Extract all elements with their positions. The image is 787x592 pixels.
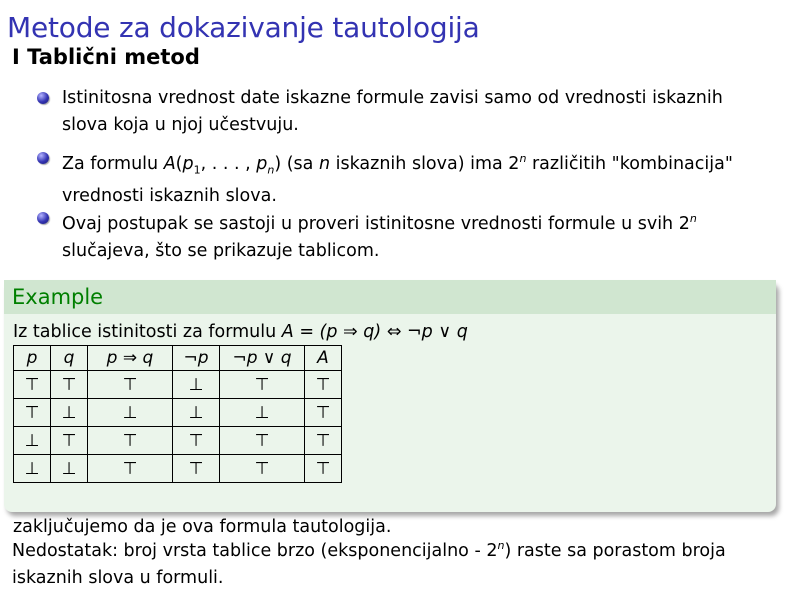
bullet-item-3 [40, 205, 770, 265]
table-cell: ⊥ [14, 455, 51, 483]
table-cell: ⊥ [51, 399, 88, 427]
table-row [14, 371, 342, 399]
table-cell: ⊤ [173, 455, 220, 483]
truth-table [13, 345, 342, 483]
table-header-cell: p ⇒ q [88, 346, 173, 371]
table-header-cell: ¬p [173, 346, 220, 371]
table-row [14, 455, 342, 483]
table-cell: ⊥ [51, 455, 88, 483]
bullet-text-line1: Za formulu $A(p_1$, . . . , $p_n$) (sa n iskaznih slova) ima 2$^n$ različitih "kombinacija" [62, 152, 733, 177]
table-cell: ⊤ [88, 371, 173, 399]
bullet-dot-icon [37, 212, 49, 224]
table-cell: ⊥ [220, 399, 305, 427]
bullet-item-2 [40, 145, 770, 210]
table-cell: ⊤ [14, 399, 51, 427]
table-cell: ⊥ [173, 371, 220, 399]
example-heading: Example [4, 280, 776, 314]
example-intro: Iz tablice istinitosti za formulu A = (p ⇒ q) ⇔ ¬p ∨ q [13, 322, 468, 342]
slide-title: Metode za dokazivanje tautologija [7, 11, 480, 44]
bullet-text-line1: Ovaj postupak se sastoji u proveri istinitosne vrednosti formule u svih 2$^n$ [62, 212, 697, 234]
table-cell: ⊤ [220, 455, 305, 483]
table-header-cell: ¬p ∨ q [220, 346, 305, 371]
table-cell: ⊤ [88, 427, 173, 455]
bullet-dot-icon [37, 92, 49, 104]
bullet-text-line1: Istinitosna vrednost date iskazne formule zavisi samo od vrednosti iskaznih [62, 88, 723, 108]
section-subtitle: I Tablični metod [12, 45, 200, 69]
table-cell: ⊤ [173, 427, 220, 455]
footer-note [12, 532, 782, 592]
bullet-text-line2: slova koja u njoj učestvuju. [62, 115, 299, 135]
table-cell: ⊤ [14, 371, 51, 399]
example-block [4, 280, 776, 537]
footer-line1: Nedostatak: broj vrsta tablice brzo (eksponencijalno - 2$^n$) raste sa porastom broja [12, 539, 726, 561]
table-cell: ⊥ [88, 399, 173, 427]
bullet-text-line2: vrednosti iskaznih slova. [62, 186, 277, 207]
table-cell: ⊤ [305, 371, 342, 399]
table-cell: ⊤ [305, 427, 342, 455]
table-cell: ⊥ [173, 399, 220, 427]
table-cell: ⊤ [51, 371, 88, 399]
table-cell: ⊤ [51, 427, 88, 455]
footer-line2: iskaznih slova u formuli. [12, 567, 224, 588]
table-row [14, 399, 342, 427]
table-cell: ⊤ [88, 455, 173, 483]
table-header-cell: p [14, 346, 51, 371]
table-header-cell: q [51, 346, 88, 371]
table-cell: ⊤ [220, 371, 305, 399]
table-cell: ⊤ [305, 399, 342, 427]
bullet-item-1 [40, 85, 770, 139]
table-cell: ⊥ [14, 427, 51, 455]
example-formula: A = (p ⇒ q) ⇔ ¬p ∨ q [281, 322, 468, 342]
table-header-cell: A [305, 346, 342, 371]
example-conclusion: zaključujemo da je ova formula tautologija. [13, 517, 392, 537]
table-row [14, 427, 342, 455]
table-cell: ⊤ [220, 427, 305, 455]
bullet-dot-icon [37, 152, 49, 164]
table-cell: ⊤ [305, 455, 342, 483]
bullet-text-line2: slučajeva, što se prikazuje tablicom. [62, 240, 380, 261]
